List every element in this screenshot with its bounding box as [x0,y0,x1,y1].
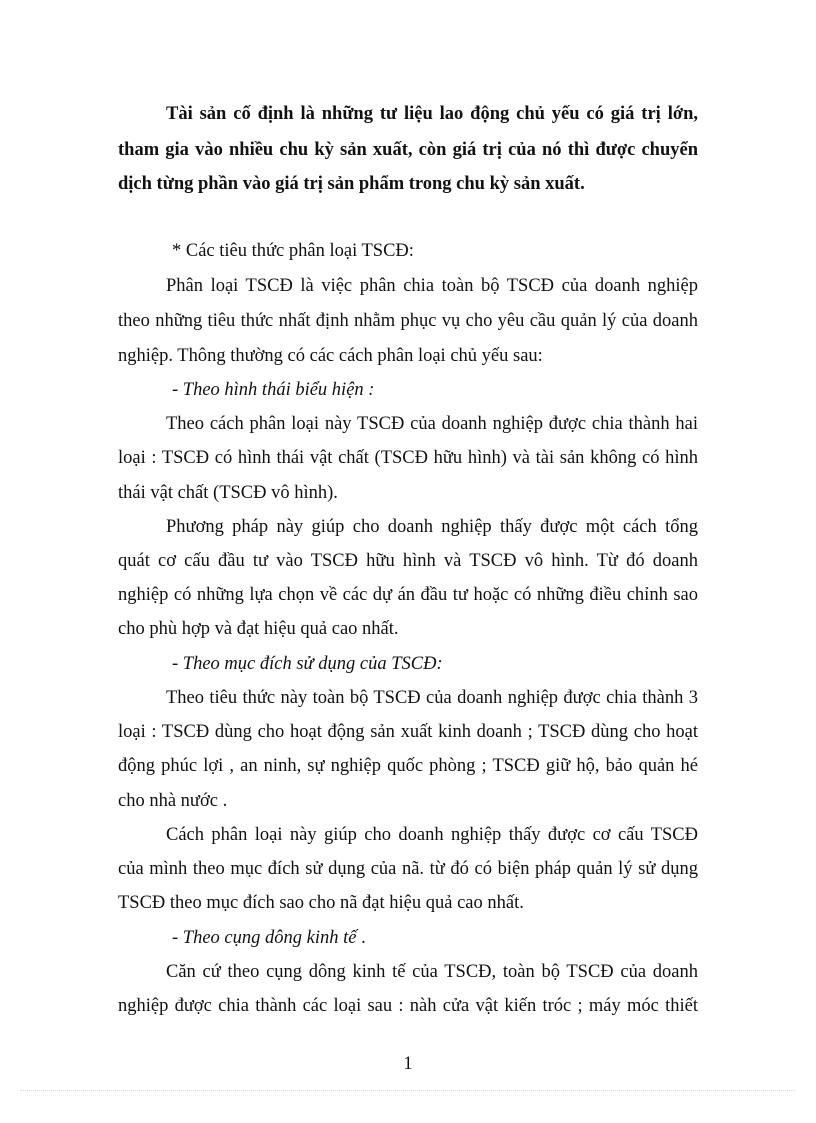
criterion-1-para-2-line-3: nghiệp có những lựa chọn về các dự án đầu tư hoặc có những điều chỉnh sao [118,585,698,605]
page-number: 1 [403,1054,413,1074]
criterion-2-para-2-line-2: của mình theo mục đích sử dụng của nã. từ đó có biện pháp quản lý sử dụng [118,859,698,879]
definition-line-3: dịch từng phần vào giá trị sản phẩm trong chu kỳ sản xuất. [118,174,585,194]
criterion-3-para-1-line-2: nghiệp được chia thành các loại sau : nàh cửa vật kiến tróc ; máy móc thiết [118,996,698,1016]
criterion-1-para-2-line-2: quát cơ cấu đầu tư vào TSCĐ hữu hình và TSCĐ vô hình. Từ đó doanh [118,551,698,571]
criterion-2-para-2-line-1: Cách phân loại này giúp cho doanh nghiệp thấy được cơ cấu TSCĐ [166,825,698,845]
criterion-3-heading-suffix: . [356,928,366,948]
criterion-1-para-1-line-3: thái vật chất (TSCĐ vô hình). [118,483,338,503]
criterion-3-heading-row [172,926,752,950]
criterion-1-para-2-line-1: Phương pháp này giúp cho doanh nghiệp thấy được một cách tổng [166,517,698,537]
criterion-2-para-1-line-2: loại : TSCĐ dùng cho hoạt động sản xuất kinh doanh ; TSCĐ dùng cho hoạt [118,722,698,742]
definition-line-2: tham gia vào nhiều chu kỳ sản xuất, còn giá trị của nó thì được chuyển [118,140,698,160]
intro-line-2: theo những tiêu thức nhất định nhằm phục vụ cho yêu cầu quản lý của doanh [118,311,698,331]
criterion-2-para-1-line-3: động phúc lợi , an ninh, sự nghiệp quốc phòng ; TSCĐ giữ hộ, bảo quản hé [118,756,698,776]
intro-line-3: nghiệp. Thông thường có các cách phân loại chủ yếu sau: [118,346,543,366]
criterion-2-para-1-line-4: cho nhà nước . [118,791,228,811]
footer-divider [20,1090,796,1091]
criterion-1-heading: - Theo hình thái biểu hiện : [172,380,375,400]
criterion-3-heading: - Theo cụng dông kinh tế [172,928,357,948]
criterion-2-para-2-line-3: TSCĐ theo mục đích sao cho nã đạt hiệu quả cao nhất. [118,893,524,913]
intro-line-1: Phân loại TSCĐ là việc phân chia toàn bộ TSCĐ của doanh nghiệp [166,276,698,296]
criterion-3-para-1-line-1: Căn cứ theo cụng dông kinh tế của TSCĐ, toàn bộ TSCĐ của doanh [166,962,698,982]
criterion-2-para-1-line-1: Theo tiêu thức này toàn bộ TSCĐ của doanh nghiệp được chia thành 3 [166,688,698,708]
definition-line-1: Tài sản cố định là những tư liệu lao động chủ yếu có giá trị lớn, [166,104,698,124]
section-heading: * Các tiêu thức phân loại TSCĐ: [172,241,414,261]
criterion-2-heading: - Theo mục đích sử dụng của TSCĐ: [172,654,443,674]
criterion-1-para-1-line-1: Theo cách phân loại này TSCĐ của doanh nghiệp được chia thành hai [166,414,698,434]
criterion-1-para-2-line-4: cho phù hợp và đạt hiệu quả cao nhất. [118,619,399,639]
criterion-1-para-1-line-2: loại : TSCĐ có hình thái vật chất (TSCĐ hữu hình) và tài sản không có hình [118,448,698,468]
